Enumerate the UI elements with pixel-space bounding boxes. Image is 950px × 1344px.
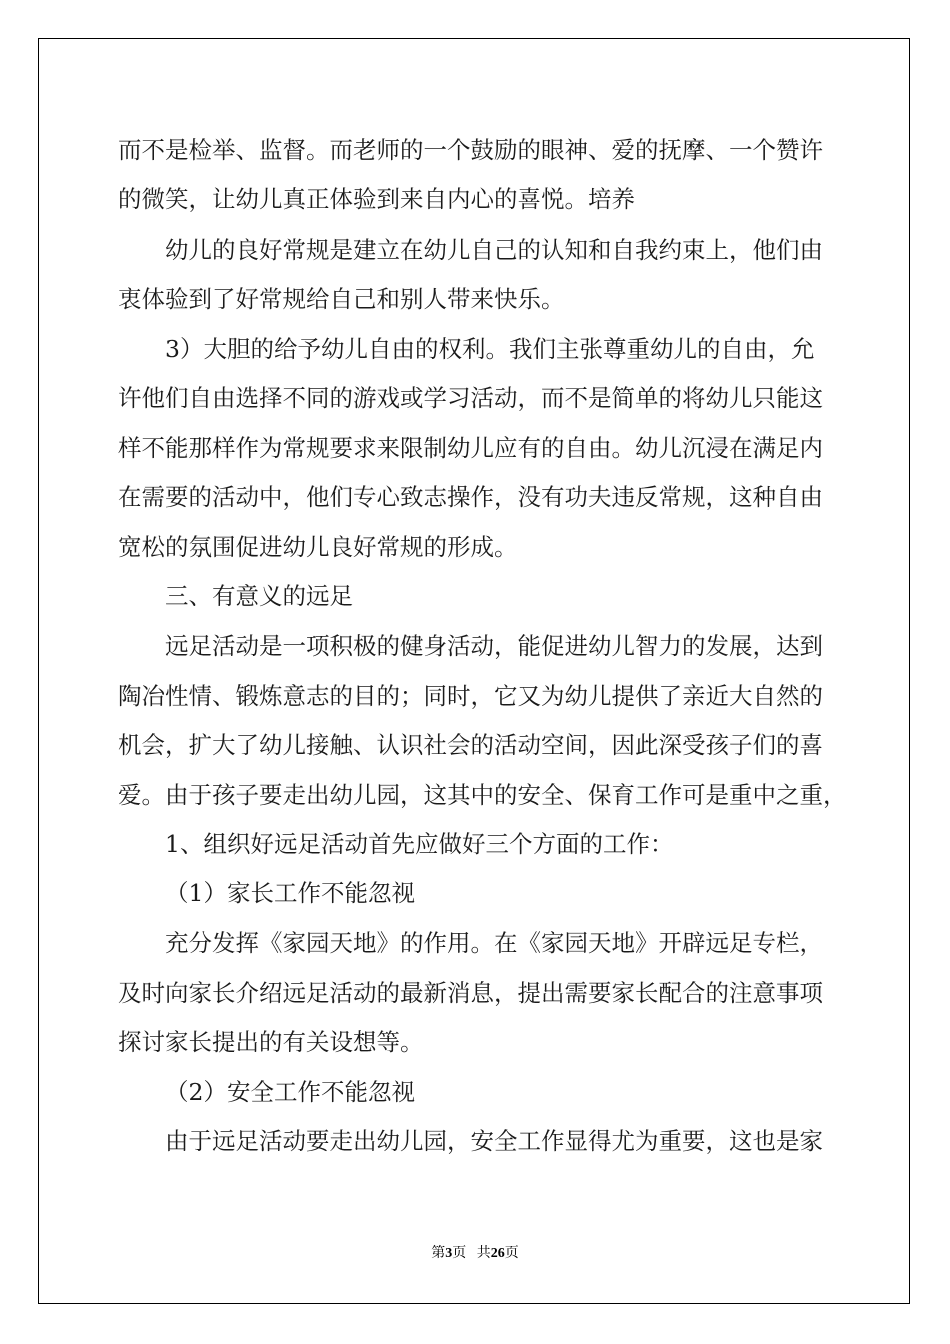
page-border [38,38,910,1304]
text-line: 在需要的活动中，他们专心致志操作，没有功夫违反常规，这种自由 [118,483,823,511]
text-line: 爱。由于孩子要走出幼儿园，这其中的安全、保育工作可是重中之重， [118,781,847,809]
page-footer [0,1242,950,1262]
text-line: 衷体验到了好常规给自己和别人带来快乐。 [118,285,565,313]
section-heading: 三、有意义的远足 [165,582,353,610]
page-number: 3 [445,1246,453,1261]
text-line: 陶冶性情、锻炼意志的目的；同时，它又为幼儿提供了亲近大自然的 [118,682,823,710]
total-unit: 页 [504,1246,519,1261]
page-unit: 页 [452,1246,467,1261]
text-line: 宽松的氛围促进幼儿良好常规的形成。 [118,533,518,561]
text-line: 样不能那样作为常规要求来限制幼儿应有的自由。幼儿沉浸在满足内 [118,434,823,462]
text-line: 充分发挥《家园天地》的作用。在《家园天地》开辟远足专栏， [165,929,823,957]
text-line: 1、组织好远足活动首先应做好三个方面的工作： [165,830,674,858]
text-line: 及时向家长介绍远足活动的最新消息，提出需要家长配合的注意事项 [118,979,823,1007]
text-line: 机会，扩大了幼儿接触、认识社会的活动空间，因此深受孩子们的喜 [118,731,823,759]
text-line: 幼儿的良好常规是建立在幼儿自己的认知和自我约束上，他们由 [165,236,823,264]
text-line: 而不是检举、监督。而老师的一个鼓励的眼神、爱的抚摩、一个赞许 [118,136,823,164]
text-line: 3）大胆的给予幼儿自由的权利。我们主张尊重幼儿的自由，允 [165,335,815,363]
total-pages: 26 [490,1246,505,1261]
total-label: 共 [476,1246,491,1261]
page-label: 第 [431,1246,446,1261]
text-line: 的微笑，让幼儿真正体验到来自内心的喜悦。培养 [118,185,635,213]
subsection-heading: （1）家长工作不能忽视 [165,879,415,907]
text-line: 探讨家长提出的有关设想等。 [118,1028,424,1056]
text-line: 许他们自由选择不同的游戏或学习活动，而不是简单的将幼儿只能这 [118,384,823,412]
text-line: 远足活动是一项积极的健身活动，能促进幼儿智力的发展，达到 [165,632,823,660]
subsection-heading: （2）安全工作不能忽视 [165,1078,415,1106]
text-line: 由于远足活动要走出幼儿园，安全工作显得尤为重要，这也是家 [165,1127,823,1155]
